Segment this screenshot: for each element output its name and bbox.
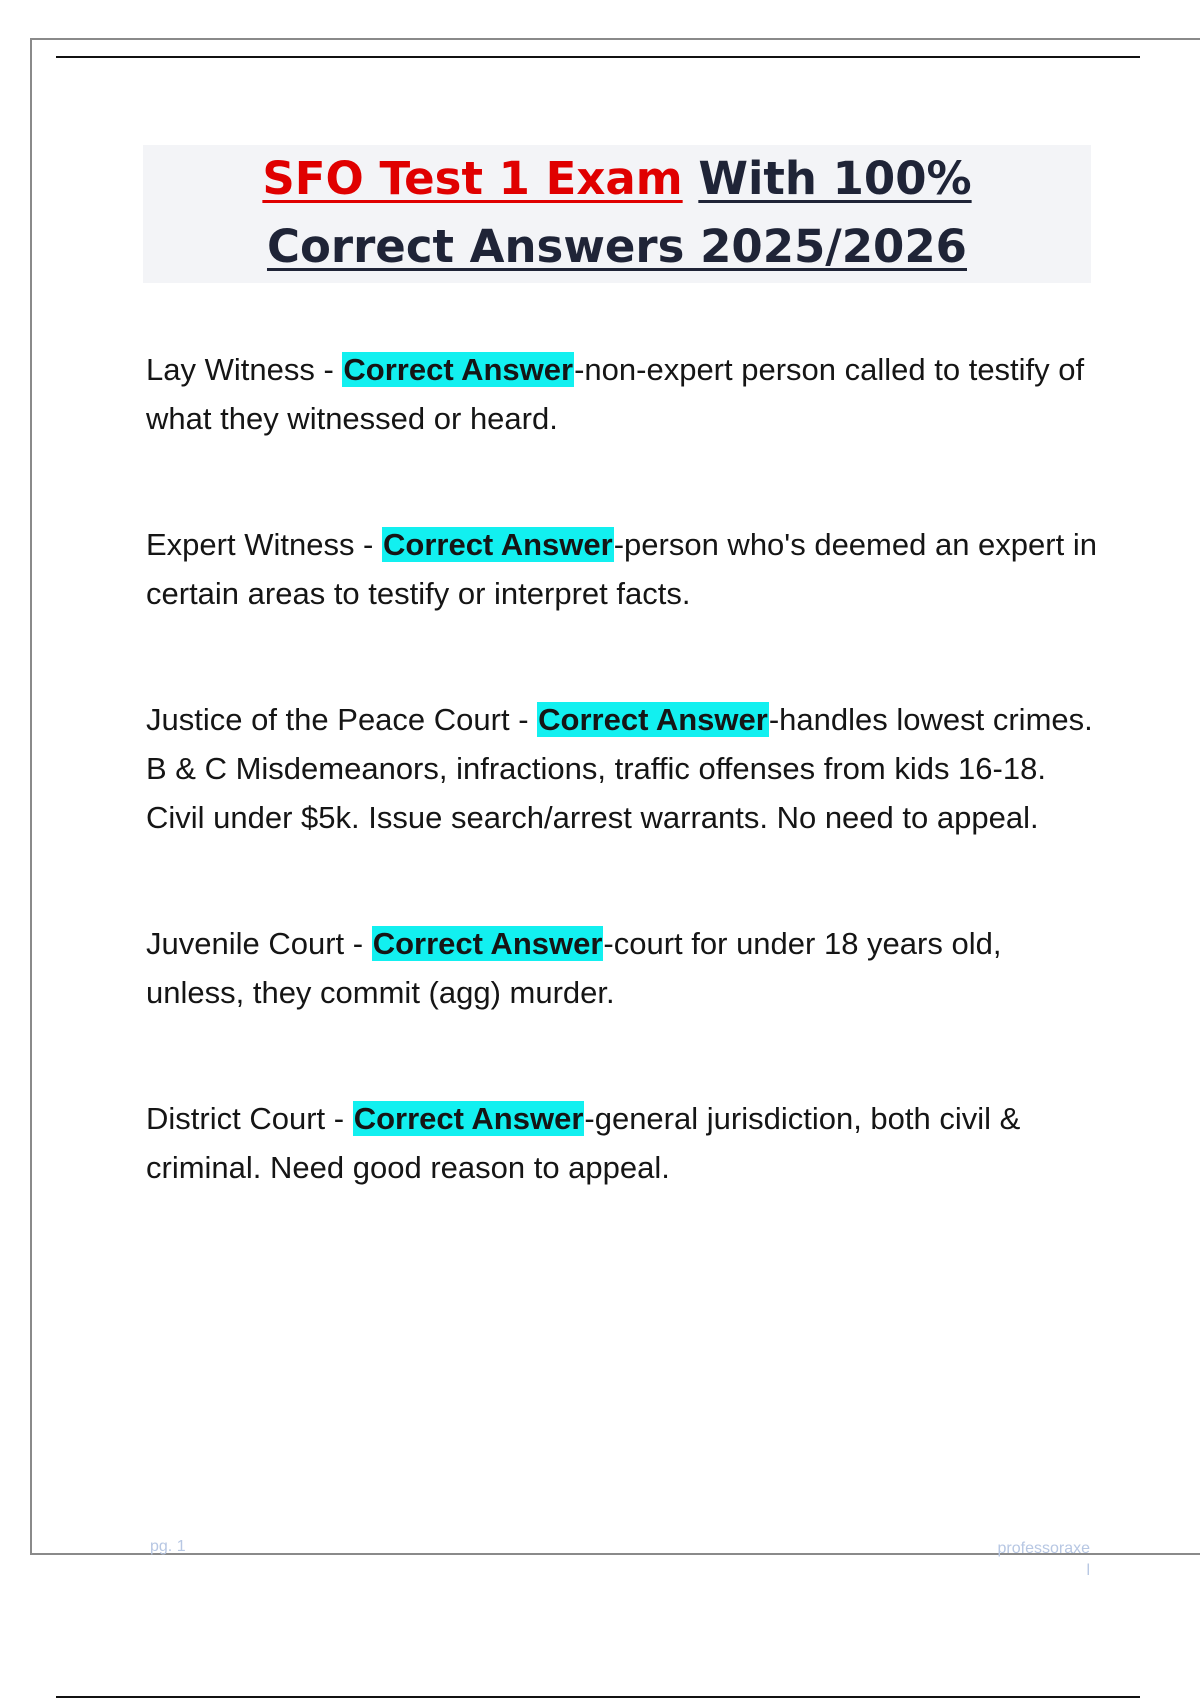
qa-entry: [146, 520, 1106, 618]
bottom-rule: [56, 1696, 1140, 1698]
correct-answer-label: Correct Answer: [353, 1101, 584, 1136]
qa-term: District Court -: [146, 1101, 353, 1136]
qa-entry: [146, 1094, 1106, 1192]
title-line-1: [143, 145, 1091, 213]
qa-definition: -person who's deemed an expert in certain areas to testify or interpret facts.: [146, 527, 1097, 611]
author-footer: [980, 1538, 1090, 1582]
author-name-tail: l: [1086, 1562, 1090, 1579]
title-line-2: [143, 213, 1091, 281]
qa-definition: -handles lowest crimes. B & C Misdemeanors, infractions, traffic offenses from kids 16-18. Civil under $5k. Issue search/arrest warrants. No need to appeal.: [146, 702, 1093, 835]
correct-answer-label: Correct Answer: [538, 702, 768, 737]
qa-definition: -general jurisdiction, both civil & criminal. Need good reason to appeal.: [146, 1101, 1021, 1185]
title-red-part: SFO Test 1 Exam: [262, 152, 683, 205]
correct-answer-label: Correct Answer: [372, 926, 603, 961]
qa-definition: -non-expert person called to testify of what they witnessed or heard.: [146, 352, 1085, 436]
qa-term: Justice of the Peace Court -: [146, 702, 538, 737]
correct-answer-label: Correct Answer: [383, 527, 613, 562]
correct-answer-label: Correct Answer: [343, 352, 574, 387]
document-title: [143, 145, 1091, 283]
qa-entry: [146, 919, 1106, 1017]
qa-term: Juvenile Court -: [146, 926, 372, 961]
qa-entry: [146, 695, 1106, 842]
page-number: pg. 1: [150, 1538, 186, 1555]
title-second-line: Correct Answers 2025/2026: [266, 220, 967, 273]
qa-definition: -court for under 18 years old, unless, they commit (agg) murder.: [146, 926, 1002, 1010]
author-name: professoraxe: [997, 1540, 1090, 1557]
title-dark-part: With 100%: [698, 152, 972, 205]
qa-entry: [146, 345, 1106, 443]
qa-term: Expert Witness -: [146, 527, 382, 562]
qa-term: Lay Witness -: [146, 352, 343, 387]
qa-list: [146, 345, 1106, 1192]
